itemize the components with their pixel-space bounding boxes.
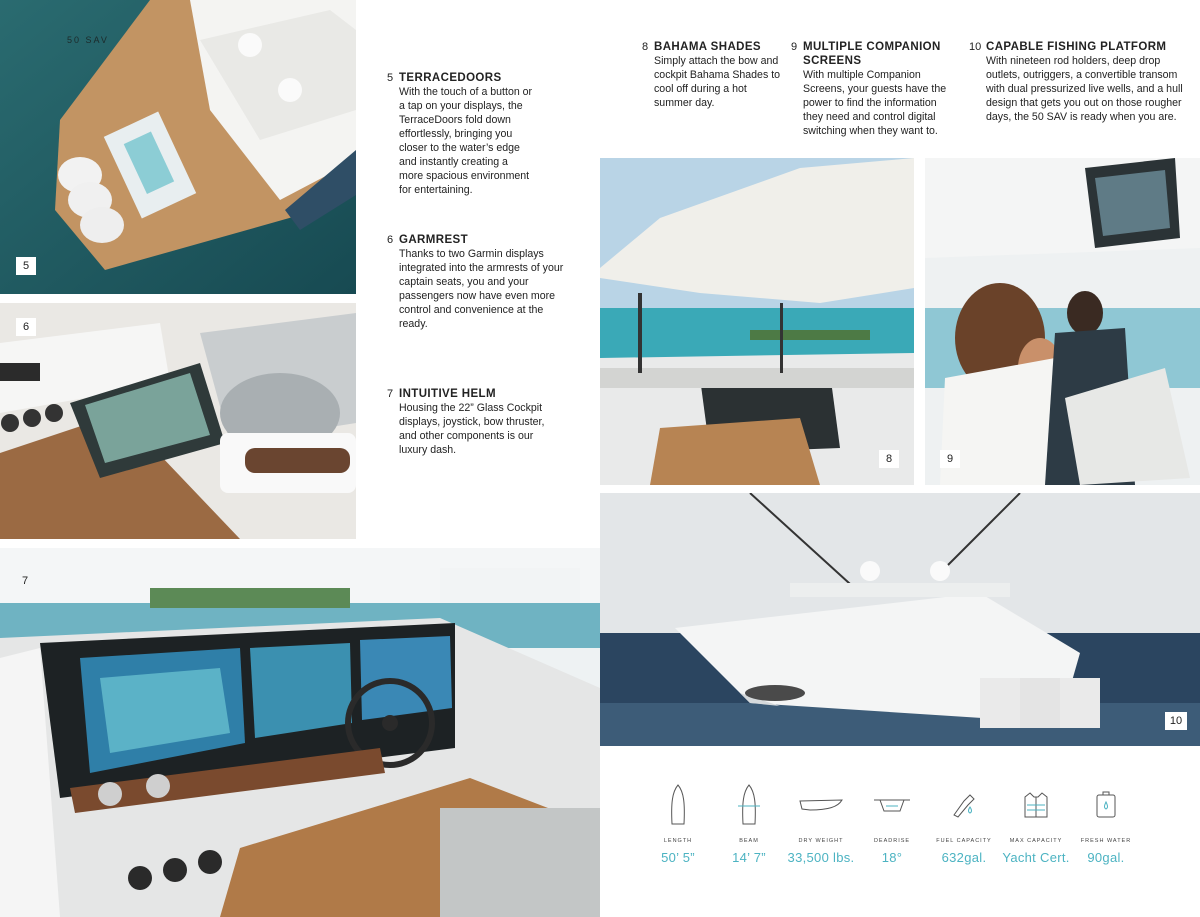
spec-label: DRY WEIGHT [798, 838, 844, 844]
photo-number-9: 9 [940, 450, 960, 468]
photo-number-10: 10 [1165, 712, 1187, 730]
feature-bahama-shades [642, 40, 784, 110]
photo-companion-screens [925, 158, 1200, 485]
feature-companion-screens [791, 40, 959, 138]
water-tank-icon [1063, 778, 1149, 832]
photo-bahama-shades [600, 158, 914, 485]
feature-fishing-platform [969, 40, 1186, 124]
photo-terracedoors-aerial [0, 0, 356, 294]
photo-intuitive-helm [0, 548, 600, 917]
feature-title: MULTIPLE COMPANION SCREENS [803, 41, 941, 67]
photo-number-7: 7 [22, 575, 29, 587]
photo-number-6: 6 [16, 318, 36, 336]
spec-value: 50’ 5” [661, 850, 695, 865]
model-tag: 50 SAV [67, 35, 109, 45]
spec-value: 14’ 7” [732, 850, 766, 865]
photo-number-8: 8 [879, 450, 899, 468]
photo-fishing-platform [600, 493, 1200, 746]
feature-garmrest [387, 233, 567, 331]
spec-label: LENGTH [663, 838, 693, 844]
spec-value: Yacht Cert. [1002, 850, 1070, 865]
feature-body: With the touch of a button or a tap on your displays, the TerraceDoors fold down effortlessly, bringing you closer to the water’s edge and instantly creating a more spacious environment for entertaining. [399, 86, 533, 196]
feature-title: INTUITIVE HELM [399, 388, 496, 400]
spec-label: MAX CAPACITY [1009, 838, 1063, 844]
photo-garmrest [0, 303, 356, 539]
feature-body: Simply attach the bow and cockpit Bahama Shades to cool off during a hot summer day. [654, 55, 781, 109]
feature-body: With nineteen rod holders, deep drop outlets, outriggers, a convertible transom with dual pressurized live wells, and a hull design that gets you out on those rougher days, the 50 SAV is ready when you are. [986, 55, 1183, 123]
feature-number: 8 [642, 41, 649, 53]
spec-label: BEAM [739, 838, 759, 844]
spec-label: FRESH WATER [1080, 838, 1132, 844]
spec-value: 632gal. [941, 850, 987, 865]
feature-title: CAPABLE FISHING PLATFORM [986, 41, 1167, 53]
feature-title: GARMREST [399, 234, 469, 246]
feature-number: 9 [791, 41, 798, 53]
spec-value: 18° [881, 850, 903, 865]
feature-body: With multiple Companion Screens, your guests have the power to find the information they need and control digital switching when they want to. [803, 69, 947, 137]
feature-body: Thanks to two Garmin displays integrated into the armrests of your captain seats, you and your passengers now have even more control and convenience at the ready. [399, 248, 564, 330]
feature-title: BAHAMA SHADES [654, 41, 761, 53]
feature-number: 7 [387, 388, 394, 400]
spec-value: 90gal. [1087, 850, 1125, 865]
feature-number: 5 [387, 72, 394, 84]
feature-intuitive-helm [387, 387, 559, 457]
feature-title: TERRACEDOORS [399, 72, 502, 84]
spec-label: DEADRISE [873, 838, 911, 844]
spec-value: 33,500 lbs. [787, 850, 855, 865]
spec-fresh-water [1063, 760, 1149, 865]
specifications-row [600, 760, 1200, 917]
feature-body: Housing the 22” Glass Cockpit displays, joystick, bow thruster, and other components is our luxury dash. [399, 402, 545, 456]
feature-terracedoors [387, 71, 534, 197]
feature-number: 6 [387, 234, 394, 246]
feature-number: 10 [969, 41, 982, 53]
spec-label: FUEL CAPACITY [936, 838, 992, 844]
photo-number-5: 5 [16, 257, 36, 275]
